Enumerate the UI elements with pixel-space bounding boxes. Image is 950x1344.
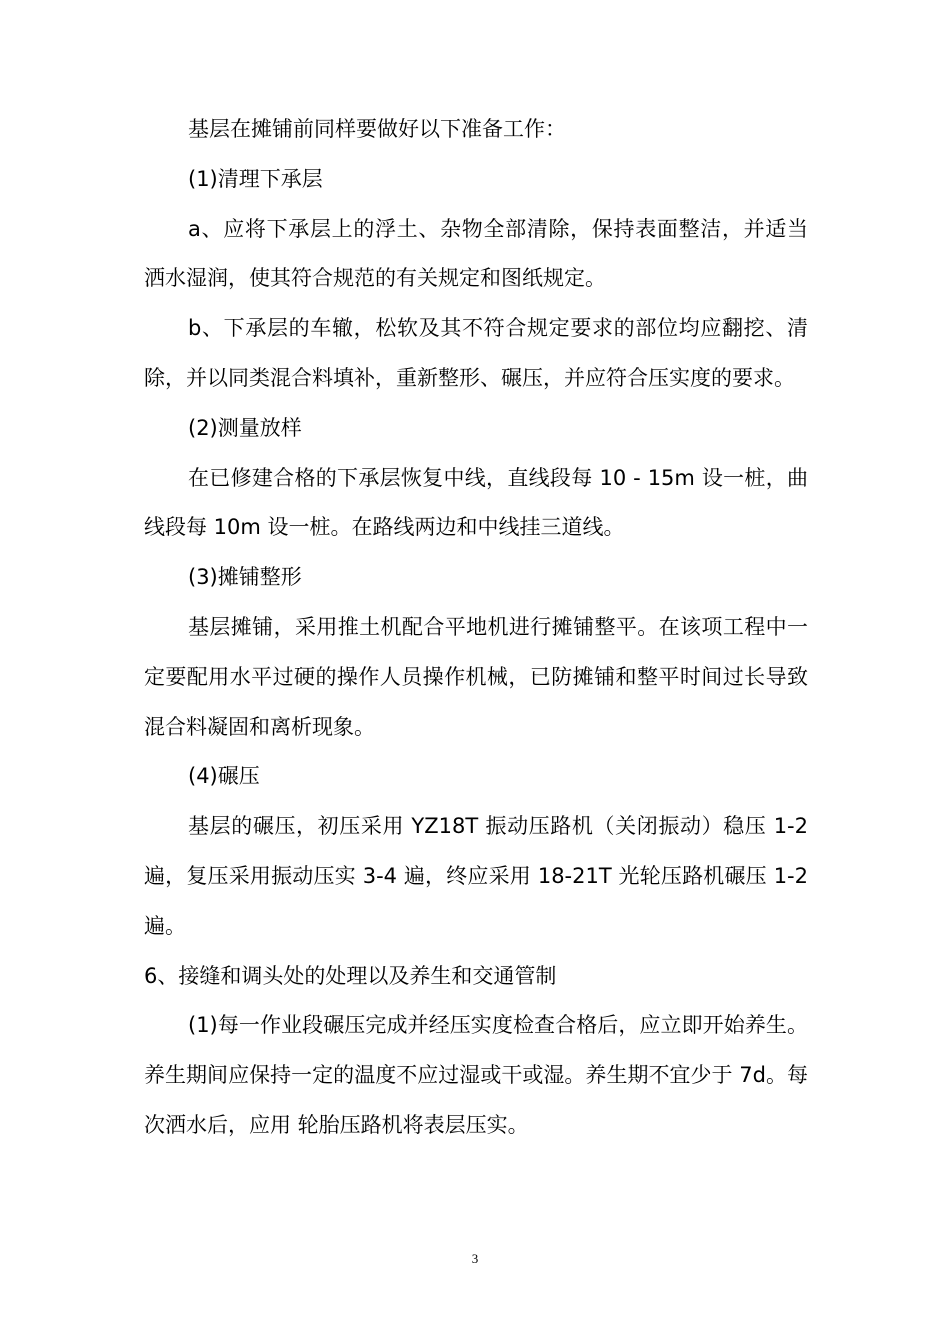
paragraph-item-a: a、应将下承层上的浮土、杂物全部清除，保持表面整洁，并适当洒水湿润，使其符合规范的有关规定和图纸规定。: [144, 216, 808, 291]
paragraph-rolling: 基层的碾压，初压采用 YZ18T 振动压路机（关闭振动）稳压 1-2 遍，复压采用振动压实 3-4 遍，终应采用 18-21T 光轮压路机碾压 1-2 遍。: [144, 814, 808, 938]
paragraph-item-b: b、下承层的车辙，松软及其不符合规定要求的部位均应翻挖、清除，并以同类混合料填补，重新整形、碾压，并应符合压实度的要求。: [144, 316, 808, 390]
heading-rolling: (4)碾压: [188, 764, 260, 789]
paragraph-survey: 在已修建合格的下承层恢复中线，直线段每 10 - 15m 设一桩，曲线段每 10m 设一桩。在路线两边和中线挂三道线。: [144, 465, 808, 540]
heading-survey-layout: (2)测量放样: [188, 415, 302, 440]
heading-clean-lower-layer: (1)清理下承层: [188, 166, 323, 191]
section-heading-6: 6、接缝和调头处的处理以及养生和交通管制: [144, 963, 557, 988]
paragraph-curing: (1)每一作业段碾压完成并经压实度检查合格后，应立即开始养生。养生期间应保持一定的温度不应过湿或干或湿。养生期不宜少于 7d。每次洒水后，应用 轮胎压路机将表层压实。: [144, 1013, 808, 1137]
heading-paving-shaping: (3)摊铺整形: [188, 565, 302, 590]
document-body: [144, 105, 808, 1151]
paragraph-intro: 基层在摊铺前同样要做好以下准备工作：: [188, 117, 566, 141]
page-number: 3: [471, 1251, 479, 1266]
paragraph-paving: 基层摊铺，采用推土机配合平地机进行摊铺整平。在该项工程中一定要配用水平过硬的操作人员操作机械，已防摊铺和整平时间过长导致混合料凝固和离析现象。: [144, 614, 808, 739]
